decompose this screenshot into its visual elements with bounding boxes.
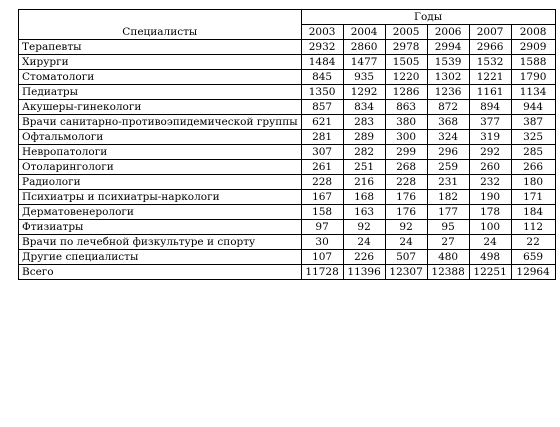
value-cell: 281	[301, 130, 343, 145]
value-cell: 2932	[301, 40, 343, 55]
value-cell: 380	[385, 115, 427, 130]
specialist-name-cell: Всего	[19, 265, 302, 280]
value-cell: 180	[511, 175, 555, 190]
value-cell: 95	[427, 220, 469, 235]
value-cell: 100	[469, 220, 511, 235]
value-cell: 168	[343, 190, 385, 205]
value-cell: 325	[511, 130, 555, 145]
value-cell: 11728	[301, 265, 343, 280]
value-cell: 1161	[469, 85, 511, 100]
value-cell: 368	[427, 115, 469, 130]
value-cell: 319	[469, 130, 511, 145]
value-cell: 1221	[469, 70, 511, 85]
header-years: Годы	[301, 10, 555, 25]
value-cell: 1532	[469, 55, 511, 70]
year-header: 2007	[469, 25, 511, 40]
value-cell: 289	[343, 130, 385, 145]
value-cell: 1790	[511, 70, 555, 85]
value-cell: 268	[385, 160, 427, 175]
value-cell: 282	[343, 145, 385, 160]
table-row	[19, 130, 556, 145]
value-cell: 184	[511, 205, 555, 220]
value-cell: 1350	[301, 85, 343, 100]
year-header: 2003	[301, 25, 343, 40]
value-cell: 22	[511, 235, 555, 250]
table-row	[19, 145, 556, 160]
value-cell: 659	[511, 250, 555, 265]
value-cell: 944	[511, 100, 555, 115]
value-cell: 260	[469, 160, 511, 175]
value-cell: 92	[385, 220, 427, 235]
specialist-name-cell: Отоларингологи	[19, 160, 302, 175]
specialist-name-cell: Педиатры	[19, 85, 302, 100]
specialists-by-year-table	[18, 9, 556, 280]
table-row	[19, 190, 556, 205]
specialist-name-cell: Невропатологи	[19, 145, 302, 160]
value-cell: 387	[511, 115, 555, 130]
value-cell: 1292	[343, 85, 385, 100]
value-cell: 30	[301, 235, 343, 250]
specialists-table-container	[18, 9, 556, 280]
year-header: 2005	[385, 25, 427, 40]
value-cell: 377	[469, 115, 511, 130]
header-specialists: Специалисты	[19, 10, 302, 40]
specialist-name-cell: Психиатры и психиатры-наркологи	[19, 190, 302, 205]
value-cell: 834	[343, 100, 385, 115]
value-cell: 1539	[427, 55, 469, 70]
value-cell: 228	[301, 175, 343, 190]
value-cell: 507	[385, 250, 427, 265]
value-cell: 107	[301, 250, 343, 265]
value-cell: 845	[301, 70, 343, 85]
year-header: 2008	[511, 25, 555, 40]
value-cell: 1236	[427, 85, 469, 100]
value-cell: 231	[427, 175, 469, 190]
header-row-years	[19, 10, 556, 25]
value-cell: 171	[511, 190, 555, 205]
value-cell: 226	[343, 250, 385, 265]
value-cell: 216	[343, 175, 385, 190]
value-cell: 1134	[511, 85, 555, 100]
value-cell: 2966	[469, 40, 511, 55]
value-cell: 299	[385, 145, 427, 160]
table-row	[19, 250, 556, 265]
value-cell: 251	[343, 160, 385, 175]
value-cell: 190	[469, 190, 511, 205]
specialist-name-cell: Врачи санитарно-противоэпидемической группы	[19, 115, 302, 130]
value-cell: 24	[385, 235, 427, 250]
value-cell: 266	[511, 160, 555, 175]
table-row	[19, 70, 556, 85]
specialist-name-cell: Врачи по лечебной физкультуре и спорту	[19, 235, 302, 250]
value-cell: 1588	[511, 55, 555, 70]
value-cell: 97	[301, 220, 343, 235]
specialist-name-cell: Хирурги	[19, 55, 302, 70]
table-row	[19, 220, 556, 235]
specialist-name-cell: Терапевты	[19, 40, 302, 55]
value-cell: 261	[301, 160, 343, 175]
value-cell: 12388	[427, 265, 469, 280]
value-cell: 2994	[427, 40, 469, 55]
value-cell: 12307	[385, 265, 427, 280]
specialist-name-cell: Радиологи	[19, 175, 302, 190]
table-row	[19, 115, 556, 130]
value-cell: 182	[427, 190, 469, 205]
value-cell: 12964	[511, 265, 555, 280]
value-cell: 176	[385, 190, 427, 205]
value-cell: 324	[427, 130, 469, 145]
value-cell: 498	[469, 250, 511, 265]
table-row	[19, 40, 556, 55]
value-cell: 621	[301, 115, 343, 130]
specialist-name-cell: Стоматологи	[19, 70, 302, 85]
value-cell: 158	[301, 205, 343, 220]
value-cell: 24	[469, 235, 511, 250]
specialist-name-cell: Офтальмологи	[19, 130, 302, 145]
value-cell: 112	[511, 220, 555, 235]
table-row	[19, 205, 556, 220]
specialist-name-cell: Фтизиатры	[19, 220, 302, 235]
value-cell: 2978	[385, 40, 427, 55]
table-body	[19, 10, 556, 280]
value-cell: 1302	[427, 70, 469, 85]
value-cell: 178	[469, 205, 511, 220]
specialist-name-cell: Дерматовенерологи	[19, 205, 302, 220]
value-cell: 24	[343, 235, 385, 250]
table-row	[19, 85, 556, 100]
value-cell: 1477	[343, 55, 385, 70]
value-cell: 283	[343, 115, 385, 130]
table-row	[19, 265, 556, 280]
value-cell: 176	[385, 205, 427, 220]
value-cell: 2860	[343, 40, 385, 55]
value-cell: 1286	[385, 85, 427, 100]
value-cell: 92	[343, 220, 385, 235]
value-cell: 2909	[511, 40, 555, 55]
table-row	[19, 100, 556, 115]
value-cell: 11396	[343, 265, 385, 280]
value-cell: 285	[511, 145, 555, 160]
value-cell: 259	[427, 160, 469, 175]
value-cell: 1220	[385, 70, 427, 85]
specialist-name-cell: Акушеры-гинекологи	[19, 100, 302, 115]
value-cell: 228	[385, 175, 427, 190]
table-row	[19, 55, 556, 70]
value-cell: 167	[301, 190, 343, 205]
table-row	[19, 235, 556, 250]
value-cell: 863	[385, 100, 427, 115]
table-row	[19, 160, 556, 175]
specialist-name-cell: Другие специалисты	[19, 250, 302, 265]
value-cell: 177	[427, 205, 469, 220]
value-cell: 1484	[301, 55, 343, 70]
value-cell: 12251	[469, 265, 511, 280]
value-cell: 296	[427, 145, 469, 160]
value-cell: 163	[343, 205, 385, 220]
value-cell: 894	[469, 100, 511, 115]
value-cell: 27	[427, 235, 469, 250]
value-cell: 1505	[385, 55, 427, 70]
year-header: 2004	[343, 25, 385, 40]
value-cell: 307	[301, 145, 343, 160]
value-cell: 232	[469, 175, 511, 190]
value-cell: 292	[469, 145, 511, 160]
table-row	[19, 175, 556, 190]
value-cell: 935	[343, 70, 385, 85]
value-cell: 300	[385, 130, 427, 145]
value-cell: 480	[427, 250, 469, 265]
value-cell: 872	[427, 100, 469, 115]
value-cell: 857	[301, 100, 343, 115]
year-header: 2006	[427, 25, 469, 40]
